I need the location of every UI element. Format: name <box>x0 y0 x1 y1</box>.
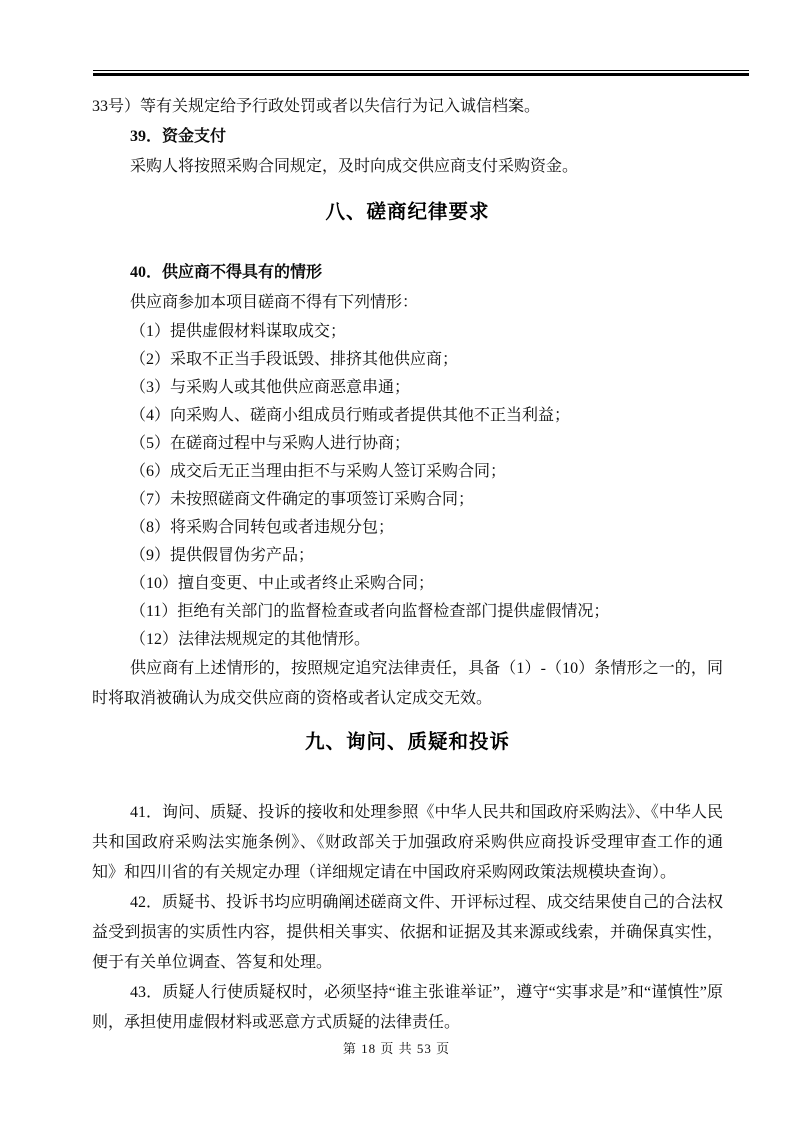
prohibited-item-5: （5）在磋商过程中与采购人进行协商； <box>130 435 411 452</box>
clause-39-heading: 39．资金支付 <box>130 128 227 145</box>
page-number-footer: 第 18 页 共 53 页 <box>342 1041 451 1056</box>
paragraph-continuation: 33号）等有关规定给予行政处罚或者以失信行为记入诚信档案。 <box>92 98 541 115</box>
prohibited-item-10: （10）擅自变更、中止或者终止采购合同； <box>130 575 435 592</box>
prohibited-item-3: （3）与采购人或其他供应商恶意串通； <box>130 379 411 396</box>
page-content <box>92 92 723 1038</box>
prohibited-item-9: （9）提供假冒伪劣产品； <box>130 547 315 564</box>
prohibited-item-12: （12）法律法规规定的其他情形。 <box>130 631 371 648</box>
prohibited-item-11: （11）拒绝有关部门的监督检查或者向监督检查部门提供虚假情况； <box>130 603 610 620</box>
clause-40-closing: 供应商有上述情形的，按照规定追究法律责任，具备（1）-（10）条情形之一的，同时将取消被确认为成交供应商的资格或者认定成交无效。 <box>92 660 723 707</box>
clause-43: 43．质疑人行使质疑权时，必须坚持“谁主张谁举证”，遵守“实事求是”和“谨慎性”原则，承担使用虚假材料或恶意方式质疑的法律责任。 <box>92 984 723 1031</box>
clause-40-intro: 供应商参加本项目磋商不得有下列情形： <box>130 294 419 311</box>
clause-42: 42．质疑书、投诉书均应明确阐述磋商文件、开评标过程、成交结果使自己的合法权益受到损害的实质性内容，提供相关事实、依据和证据及其来源或线索，并确保真实性，便于有关单位调查、答复和处理。 <box>92 894 723 971</box>
prohibited-item-8: （8）将采购合同转包或者违规分包； <box>130 519 395 536</box>
clause-39-body: 采购人将按照采购合同规定，及时向成交供应商支付采购资金。 <box>130 158 579 175</box>
prohibited-item-7: （7）未按照磋商文件确定的事项签订采购合同； <box>130 491 475 508</box>
clause-40-heading: 40．供应商不得具有的情形 <box>130 264 323 281</box>
prohibited-item-6: （6）成交后无正当理由拒不与采购人签订采购合同； <box>130 463 507 480</box>
prohibited-item-1: （1）提供虚假材料谋取成交； <box>130 323 347 340</box>
prohibited-item-2: （2）采取不正当手段诋毁、排挤其他供应商； <box>130 351 459 368</box>
section-9-title: 九、询问、质疑和投诉 <box>304 731 510 753</box>
header-separator-line <box>93 70 749 76</box>
clause-41: 41．询问、质疑、投诉的接收和处理参照《中华人民共和国政府采购法》、《中华人民共和国政府采购法实施条例》、《财政部关于加强政府采购供应商投诉受理审查工作的通知》和四川省的有关规定办理（详细规定请在中国政府采购网政策法规模块查询）。 <box>92 804 723 881</box>
prohibited-item-4: （4）向采购人、磋商小组成员行贿或者提供其他不正当利益； <box>130 407 571 424</box>
section-8-title: 八、磋商纪律要求 <box>325 201 490 223</box>
